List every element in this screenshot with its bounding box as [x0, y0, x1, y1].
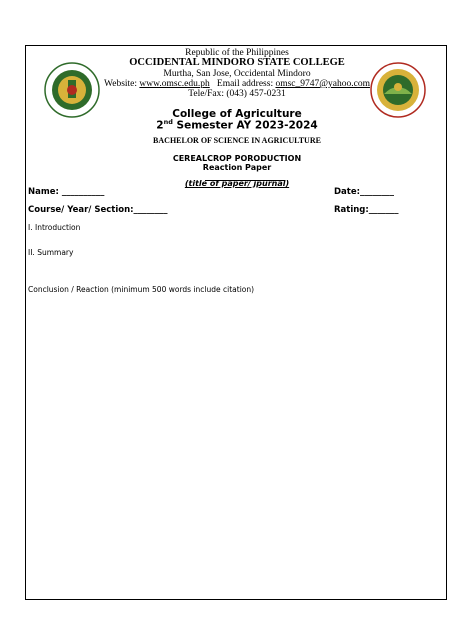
paper-type: Reaction Paper — [202, 163, 272, 172]
rating-field: Rating:_______ — [334, 205, 399, 215]
college-name: OCCIDENTAL MINDORO STATE COLLEGE — [129, 57, 345, 68]
website-link[interactable]: www.omsc.edu.ph — [139, 79, 210, 89]
course-year-section-field: Course/ Year/ Section:________ — [28, 205, 168, 215]
telefax-text: Tele/Fax: (043) 457-0231 — [188, 89, 286, 99]
email-link[interactable]: omsc_9747@yahoo.com — [275, 79, 370, 89]
introduction-heading: I. Introduction — [28, 223, 81, 232]
summary-heading: II. Summary — [28, 248, 74, 257]
website-label: Website: — [104, 79, 138, 89]
republic-text: Republic of the Philippines — [185, 48, 289, 58]
course-heading: CEREALCROP PORODUCTION — [172, 154, 302, 163]
conclusion-heading: Conclusion / Reaction (minimum 500 words include citation) — [28, 285, 255, 294]
semester-heading: 2nd Semester AY 2023-2024 — [156, 118, 318, 132]
program-heading: BACHELOR OF SCIENCE IN AGRICULTURE — [153, 136, 321, 145]
date-field: Date:________ — [334, 187, 395, 197]
email-label: Email address: — [216, 79, 274, 89]
contact-line — [0, 79, 474, 89]
college-of-heading: College of Agriculture — [172, 108, 302, 120]
college-address: Murtha, San Jose, Occidental Mindoro — [163, 69, 311, 79]
name-field: Name: __________ — [28, 187, 105, 197]
paper-title-placeholder: (title of paper/ jpurnal) — [184, 179, 290, 188]
